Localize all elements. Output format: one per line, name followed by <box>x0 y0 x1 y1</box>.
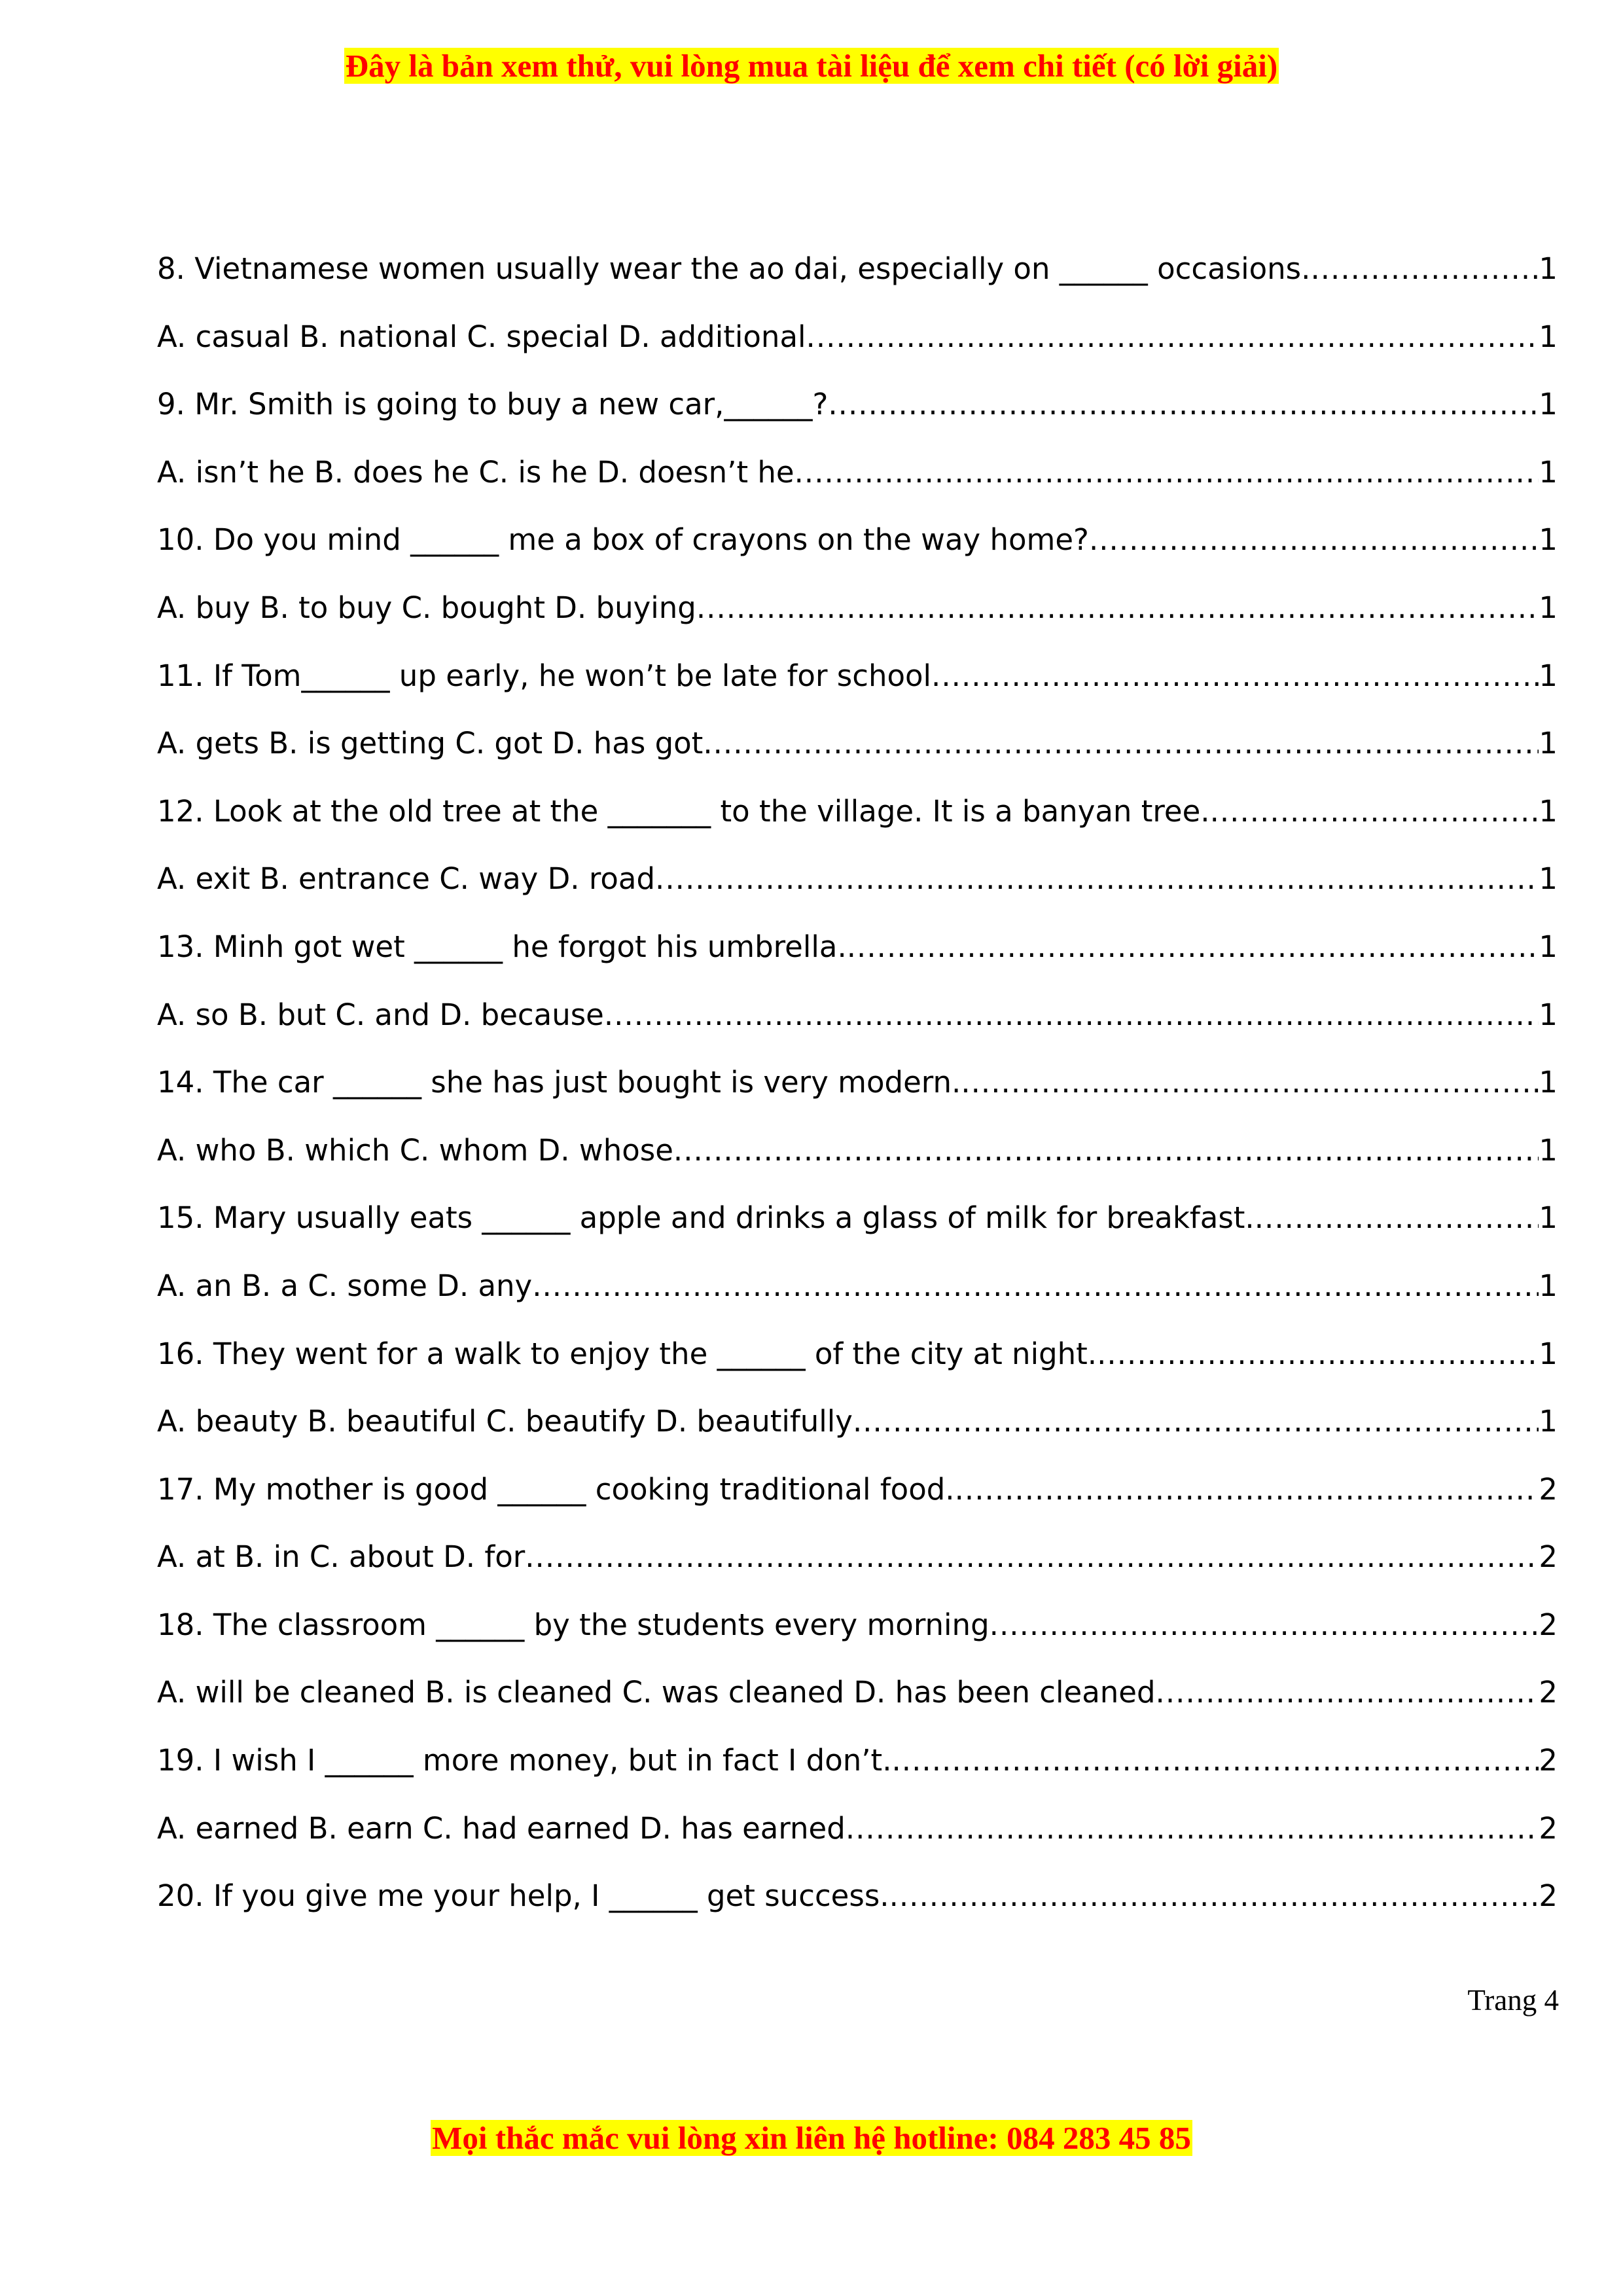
toc-entry[interactable] <box>157 319 1558 387</box>
toc-entry-page-number: 1 <box>1539 658 1558 693</box>
toc-entry-text: 13. Minh got wet ______ he forgot his umbrella. <box>157 929 847 964</box>
toc-entry[interactable] <box>157 251 1558 319</box>
toc-entry-text: A. so B. but C. and D. because <box>157 997 604 1032</box>
toc-dot-leader <box>853 1404 1539 1439</box>
toc-entry[interactable] <box>157 1743 1558 1811</box>
toc-entry-text: 20. If you give me your help, I ______ get success. <box>157 1878 889 1914</box>
toc-entry-page-number: 1 <box>1539 454 1558 490</box>
toc-entry[interactable] <box>157 1268 1558 1336</box>
toc-dot-leader <box>847 929 1539 964</box>
toc-entry-text: A. at B. in C. about D. for <box>157 1539 526 1575</box>
toc-entry[interactable] <box>157 1200 1558 1268</box>
preview-notice-banner <box>0 47 1623 85</box>
toc-entry-page-number: 1 <box>1539 1268 1558 1303</box>
toc-dot-leader <box>931 658 1539 693</box>
toc-entry[interactable] <box>157 794 1558 862</box>
toc-entry-page-number: 1 <box>1539 1336 1558 1371</box>
toc-dot-leader <box>525 1539 1539 1574</box>
toc-dot-leader <box>604 997 1539 1032</box>
toc-entry[interactable] <box>157 929 1558 997</box>
toc-dot-leader <box>806 319 1539 354</box>
toc-entry-page-number: 1 <box>1539 522 1558 558</box>
toc-entry[interactable] <box>157 455 1558 523</box>
toc-dot-leader <box>655 861 1539 896</box>
toc-dot-leader <box>703 726 1539 761</box>
toc-entry[interactable] <box>157 1133 1558 1201</box>
toc-entry-text: A. isn’t he B. does he C. is he D. doesn’t he <box>157 454 794 490</box>
toc-dot-leader <box>889 1878 1539 1913</box>
toc-entry-text: 19. I wish I ______ more money, but in fact I don’t. <box>157 1743 892 1778</box>
toc-entry-text: A. who B. which C. whom D. whose <box>157 1132 673 1168</box>
toc-entry-text: 17. My mother is good ______ cooking traditional food. <box>157 1471 955 1507</box>
toc-entry[interactable] <box>157 1472 1558 1540</box>
toc-entry-page-number: 1 <box>1539 590 1558 625</box>
toc-entry-text: A. buy B. to buy C. bought D. buying <box>157 590 696 625</box>
toc-entry-page-number: 1 <box>1539 1200 1558 1236</box>
table-of-contents <box>157 251 1558 1946</box>
toc-dot-leader <box>696 590 1539 625</box>
toc-entry-text: 11. If Tom______ up early, he won’t be late for school <box>157 658 932 693</box>
toc-entry-text: A. earned B. earn C. had earned D. has earned <box>157 1810 846 1846</box>
toc-entry[interactable] <box>157 861 1558 929</box>
contact-notice-banner <box>0 2119 1623 2157</box>
toc-entry[interactable] <box>157 1404 1558 1472</box>
toc-entry-page-number: 1 <box>1539 1404 1558 1439</box>
toc-entry-text: 15. Mary usually eats ______ apple and drinks a glass of milk for breakfast. <box>157 1200 1255 1236</box>
toc-entry-page-number: 1 <box>1539 929 1558 964</box>
toc-entry[interactable] <box>157 997 1558 1066</box>
toc-dot-leader <box>1089 522 1539 557</box>
toc-entry-text: 16. They went for a walk to enjoy the ______ of the city at night. <box>157 1336 1097 1371</box>
toc-entry-page-number: 1 <box>1539 793 1558 829</box>
toc-entry[interactable] <box>157 1878 1558 1946</box>
toc-entry-text: A. gets B. is getting C. got D. has got <box>157 726 704 761</box>
contact-notice-text: Mọi thắc mắc vui lòng xin liên hệ hotline: 084 283 45 85 <box>432 2120 1191 2156</box>
page-number: Trang 4 <box>1467 1984 1559 2017</box>
toc-entry-text: 18. The classroom ______ by the students every morning <box>157 1607 990 1642</box>
toc-entry-page-number: 2 <box>1539 1743 1558 1778</box>
toc-dot-leader <box>846 1811 1539 1846</box>
toc-entry-page-number: 1 <box>1539 997 1558 1032</box>
toc-entry-page-number: 2 <box>1539 1878 1558 1914</box>
toc-entry-page-number: 2 <box>1539 1471 1558 1507</box>
toc-entry[interactable] <box>157 1607 1558 1676</box>
toc-entry-page-number: 1 <box>1539 1132 1558 1168</box>
toc-dot-leader <box>532 1268 1539 1303</box>
toc-entry-page-number: 2 <box>1539 1810 1558 1846</box>
toc-dot-leader <box>1156 1675 1539 1710</box>
toc-dot-leader <box>955 1472 1539 1507</box>
toc-entry-page-number: 1 <box>1539 861 1558 897</box>
toc-dot-leader <box>828 387 1539 422</box>
toc-dot-leader <box>961 1065 1539 1100</box>
toc-dot-leader <box>1255 1200 1539 1235</box>
toc-entry-text: A. an B. a C. some D. any <box>157 1268 533 1303</box>
toc-entry-text: 9. Mr. Smith is going to buy a new car,______? <box>157 387 829 422</box>
toc-entry[interactable] <box>157 387 1558 455</box>
toc-dot-leader <box>1210 794 1539 829</box>
toc-entry-text: 12. Look at the old tree at the _______ to the village. It is a banyan tree. <box>157 793 1210 829</box>
toc-dot-leader <box>794 455 1539 490</box>
toc-entry[interactable] <box>157 726 1558 794</box>
toc-entry-text: A. will be cleaned B. is cleaned C. was cleaned D. has been cleaned <box>157 1675 1156 1710</box>
toc-entry[interactable] <box>157 1336 1558 1405</box>
toc-entry[interactable] <box>157 1539 1558 1607</box>
preview-notice-text: Đây là bản xem thử, vui lòng mua tài liệu để xem chi tiết (có lời giải) <box>345 48 1278 84</box>
toc-dot-leader <box>892 1743 1539 1778</box>
toc-entry-text: A. beauty B. beautiful C. beautify D. beautifully <box>157 1404 853 1439</box>
toc-entry-text: 10. Do you mind ______ me a box of crayons on the way home? <box>157 522 1089 558</box>
toc-entry[interactable] <box>157 1811 1558 1879</box>
toc-entry-page-number: 1 <box>1539 387 1558 422</box>
toc-entry-text: A. casual B. national C. special D. additional <box>157 319 806 354</box>
toc-entry-page-number: 2 <box>1539 1675 1558 1710</box>
toc-entry-text: 8. Vietnamese women usually wear the ao dai, especially on ______ occasions. <box>157 251 1311 286</box>
toc-entry-text: 14. The car ______ she has just bought is very modern. <box>157 1065 961 1100</box>
toc-entry-page-number: 1 <box>1539 319 1558 354</box>
toc-entry[interactable] <box>157 1065 1558 1133</box>
toc-entry-page-number: 1 <box>1539 726 1558 761</box>
toc-entry[interactable] <box>157 658 1558 726</box>
toc-dot-leader <box>673 1133 1539 1168</box>
toc-entry-text: A. exit B. entrance C. way D. road <box>157 861 656 897</box>
toc-entry-page-number: 1 <box>1539 251 1558 286</box>
toc-entry-page-number: 2 <box>1539 1607 1558 1642</box>
toc-dot-leader <box>990 1607 1539 1642</box>
toc-entry[interactable] <box>157 590 1558 658</box>
toc-entry-page-number: 2 <box>1539 1539 1558 1575</box>
toc-dot-leader <box>1097 1336 1539 1371</box>
toc-entry-page-number: 1 <box>1539 1065 1558 1100</box>
toc-entry[interactable] <box>157 522 1558 590</box>
toc-dot-leader <box>1310 251 1539 286</box>
toc-entry[interactable] <box>157 1675 1558 1743</box>
